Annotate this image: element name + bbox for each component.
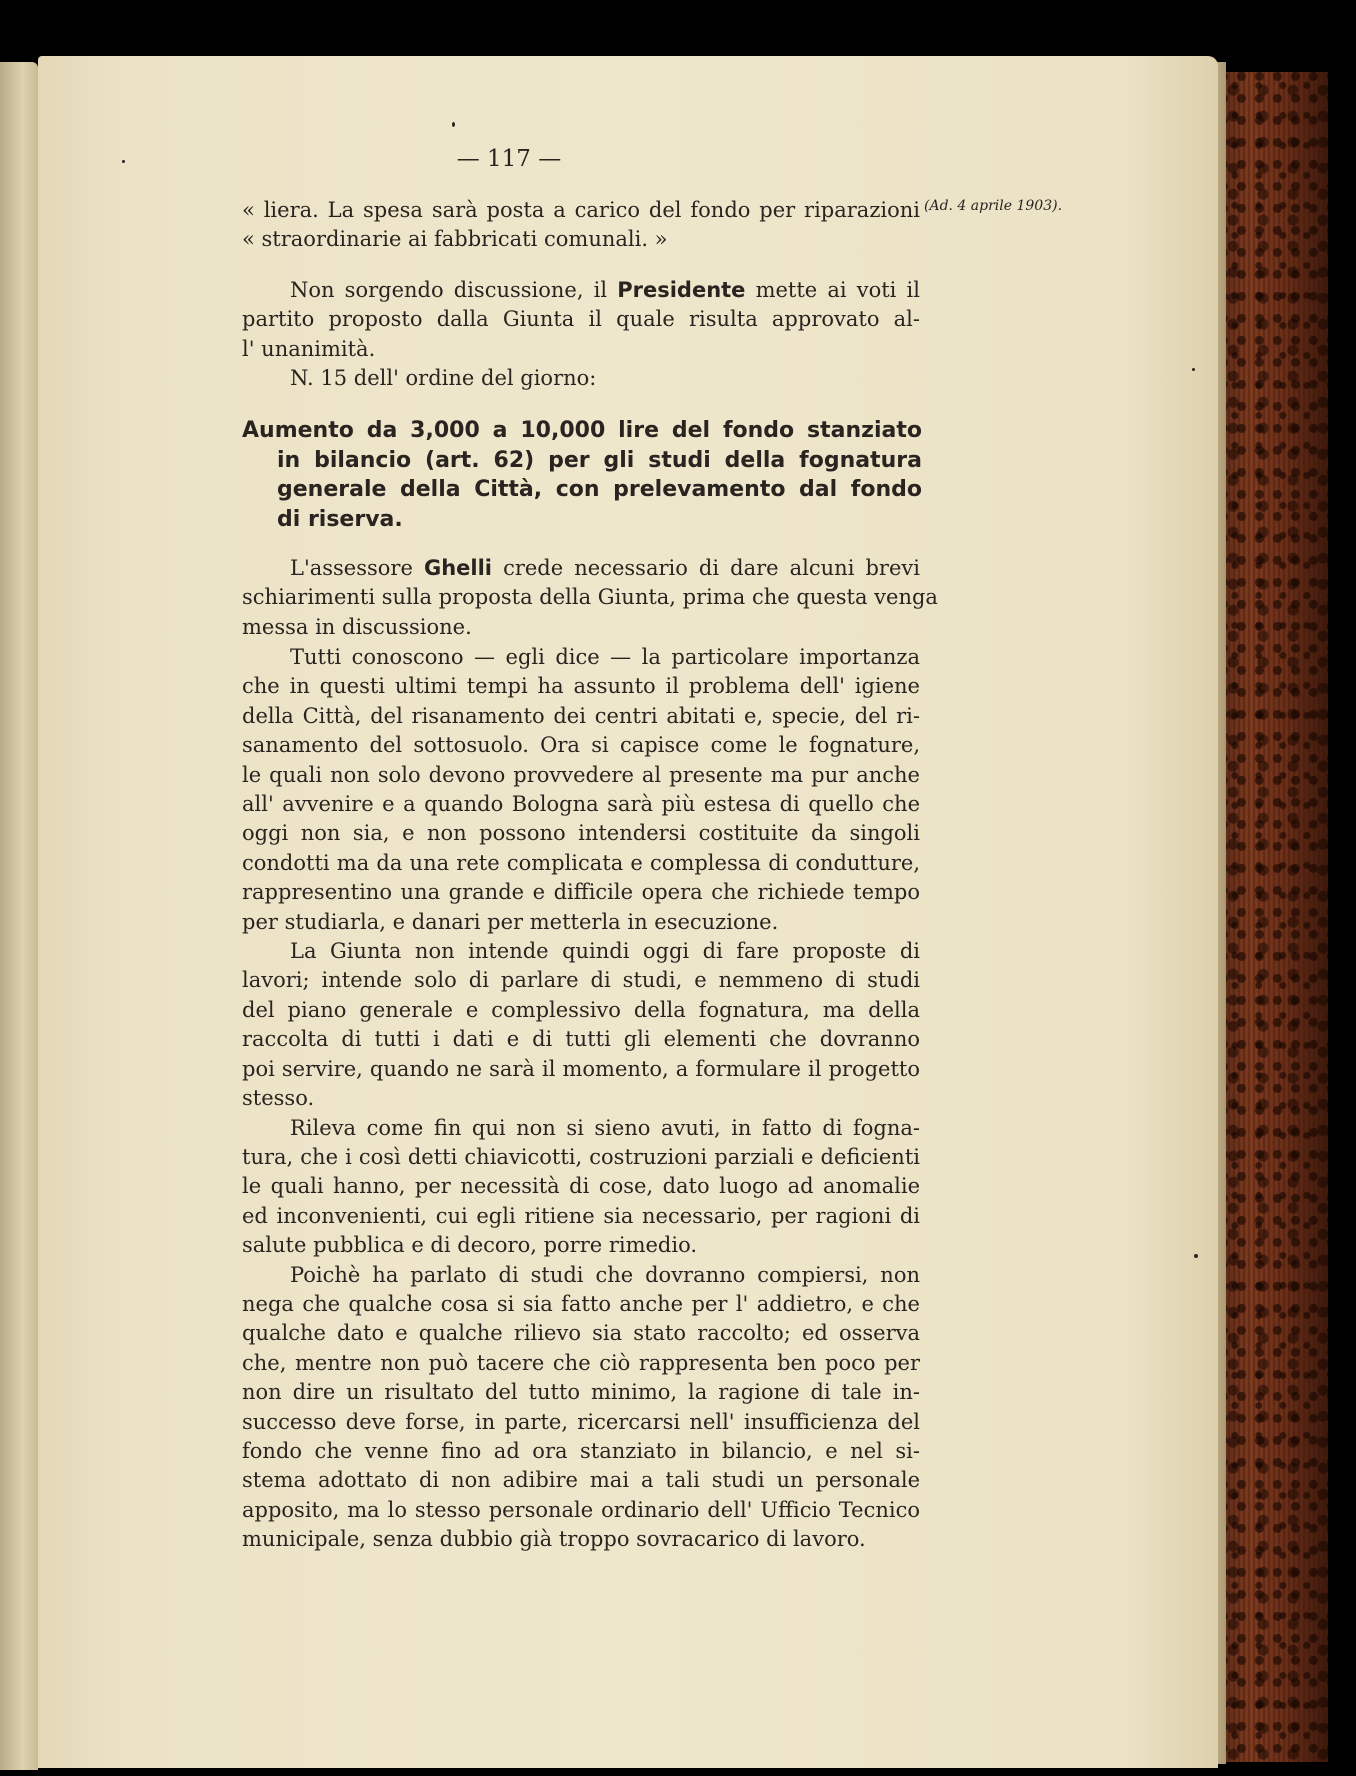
body-line: rappresentino una grande e difficile opera che richiede tempo xyxy=(242,880,920,905)
body-line: non dire un risultato del tutto minimo, la ragione di tale in- xyxy=(242,1380,920,1405)
body-line: qualche dato e qualche rilievo sia stato raccolto; ed osserva xyxy=(242,1321,920,1346)
assessor-line-2: schiarimenti sulla proposta della Giunta, prima che questa venga xyxy=(242,585,938,610)
vote-paragraph xyxy=(242,276,920,364)
body-line: che, mentre non può tacere che ciò rappresenta ben poco per xyxy=(242,1350,920,1375)
body-line: La Giunta non intende quindi oggi di fare proposte di xyxy=(290,939,920,964)
body-line: salute pubblica e di decoro, porre rimedio. xyxy=(242,1233,698,1258)
body-line: sanamento del sottosuolo. Ora si capisce come le fognature, xyxy=(242,733,920,758)
body-text xyxy=(242,643,920,1555)
assessor-name: Ghelli xyxy=(423,556,492,580)
heading-line: Aumento da 3,000 a 10,000 lire del fondo stanziato xyxy=(242,418,922,443)
margin-date-note: (Ad. 4 aprile 1903). xyxy=(924,198,1063,214)
body-line: fondo che venne fino ad ora stanziato in bilancio, e nel si- xyxy=(242,1438,920,1463)
assessor-paragraph xyxy=(242,554,938,642)
page-number: — 117 — xyxy=(456,146,562,172)
president-name: Presidente xyxy=(617,278,746,302)
body-line: della Città, del risanamento dei centri abitati e, specie, del ri- xyxy=(242,703,920,728)
body-line: Tutti conoscono — egli dice — la particolare importanza xyxy=(290,645,920,669)
vote-line-3: l' unanimità. xyxy=(242,336,376,361)
assessor-text: L'assessore xyxy=(290,556,413,580)
body-line: municipale, senza dubbio già troppo sovracarico di lavoro. xyxy=(242,1527,866,1552)
body-line: che in questi ultimi tempi ha assunto il problema dell' igiene xyxy=(242,674,920,699)
vote-text: Non sorgendo discussione, il xyxy=(290,278,608,302)
ink-speck xyxy=(1192,368,1195,371)
heading-line: di riserva. xyxy=(277,506,403,532)
body-line: stema adottato di non adibire mai a tali studi un personale xyxy=(242,1468,920,1493)
body-line: all' avvenire e a quando Bologna sarà più estesa di quello che xyxy=(242,792,920,817)
body-line: Rileva come fin qui non si sieno avuti, in fatto di fogna- xyxy=(290,1115,920,1140)
assessor-text: crede necessario di dare alcuni brevi xyxy=(503,556,920,580)
body-line: le quali hanno, per necessità di cose, dato luogo ad anomalie xyxy=(242,1174,920,1199)
body-line: oggi non sia, e non possono intendersi costituite da singoli xyxy=(242,821,920,846)
quote-line: « straordinarie ai fabbricati comunali. » xyxy=(242,227,668,252)
body-line: ed inconvenienti, cui egli ritiene sia necessario, per ragioni di xyxy=(242,1203,920,1228)
body-line: condotti ma da una rete complicata e complessa di condutture, xyxy=(242,850,920,875)
section-heading xyxy=(242,416,922,534)
heading-line: generale della Città, con prelevamento dal fondo xyxy=(277,477,922,502)
agenda-item-text: N. 15 dell' ordine del giorno: xyxy=(290,366,597,390)
heading-line: in bilancio (art. 62) per gli studi della fognatura xyxy=(277,447,922,473)
body-line: nega che qualche cosa si sia fatto anche per l' addietro, e che xyxy=(242,1291,920,1316)
body-line: lavori; intende solo di parlare di studi, e nemmeno di studi xyxy=(242,968,920,993)
assessor-line-3: messa in discussione. xyxy=(242,614,472,639)
quote-block xyxy=(242,196,920,255)
body-line: le quali non solo devono provvedere al presente ma pur anche xyxy=(242,762,920,787)
body-line: successo deve forse, in parte, ricercarsi nell' insufficienza del xyxy=(242,1409,920,1434)
quote-line: « liera. La spesa sarà posta a carico del fondo per riparazioni xyxy=(242,198,920,222)
ink-speck xyxy=(122,160,125,163)
body-line: tura, che i così detti chiavicotti, costruzioni parziali e deficienti xyxy=(242,1144,920,1169)
body-line: raccolta di tutti i dati e di tutti gli elementi che dovranno xyxy=(242,1027,920,1052)
body-line: del piano generale e complessivo della fognatura, ma della xyxy=(242,997,920,1022)
book-fore-edge xyxy=(1218,72,1328,1762)
ink-speck xyxy=(452,122,455,127)
body-line: stesso. xyxy=(242,1086,315,1111)
body-line: apposito, ma lo stesso personale ordinario dell' Ufficio Tecnico xyxy=(242,1497,920,1522)
ink-speck xyxy=(1194,1254,1198,1258)
assessor-line-1 xyxy=(242,554,920,583)
previous-page-edge xyxy=(0,62,38,1770)
body-line: per studiarla, e danari per metterla in esecuzione. xyxy=(242,909,779,934)
body-line: Poichè ha parlato di studi che dovranno compiersi, non xyxy=(290,1262,920,1287)
vote-line-2: partito proposto dalla Giunta il quale risulta approvato al- xyxy=(242,307,920,332)
vote-text: mette ai voti il xyxy=(755,278,920,302)
agenda-item-line xyxy=(242,364,920,393)
body-line: poi servire, quando ne sarà il momento, a formulare il progetto xyxy=(242,1056,920,1081)
vote-line-1 xyxy=(242,276,920,305)
